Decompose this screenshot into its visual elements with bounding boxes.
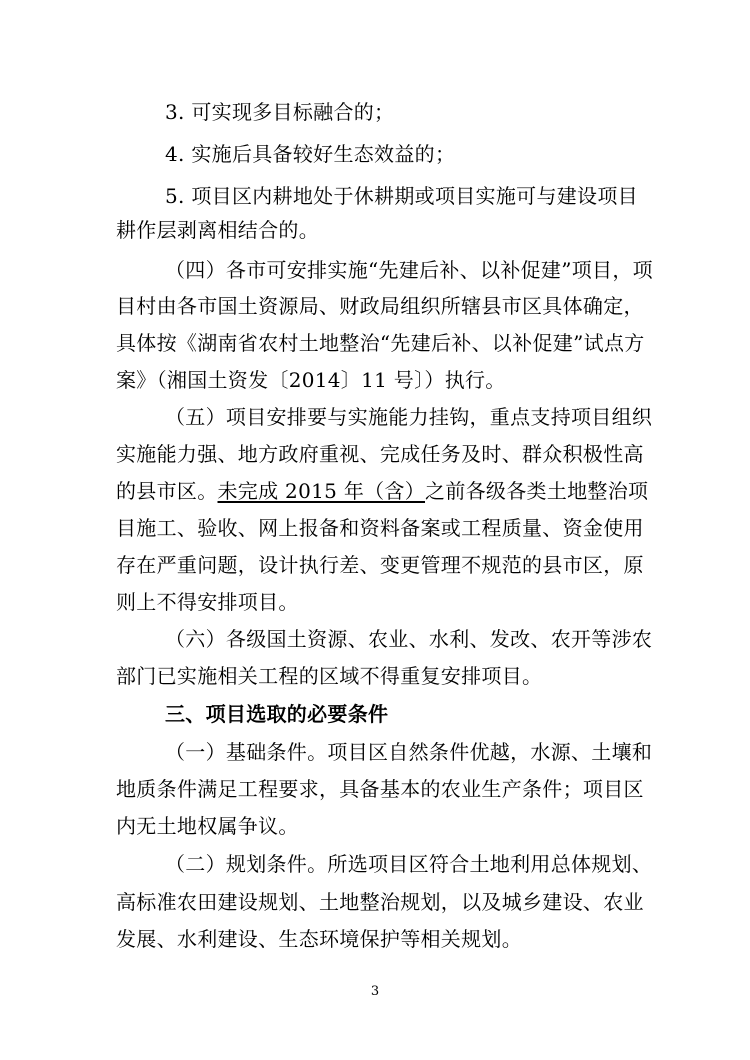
page-number: 3 — [370, 984, 380, 999]
paragraph-4-line-2: 目村由各市国土资源局、财政局组织所辖县市区具体确定， — [116, 294, 644, 318]
paragraph-5-line-6: 则上不得安排项目。 — [116, 590, 299, 614]
condition-1-line-2: 地质条件满足工程要求，具备基本的农业生产条件；项目区 — [116, 777, 644, 801]
list-item-5-continued: 耕作层剥离相结合的。 — [116, 218, 319, 242]
paragraph-6-line-1: （六）各级国土资源、农业、水利、发改、农开等涉农 — [165, 627, 653, 651]
paragraph-5-line-3 — [116, 479, 648, 503]
paragraph-5-line-1: （五）项目安排要与实施能力挂钩，重点支持项目组织 — [165, 405, 653, 429]
paragraph-5-line-5: 存在严重问题，设计执行差、变更管理不规范的县市区，原 — [116, 553, 644, 577]
paragraph-4-line-4: 案》（湘国土资发〔2014〕11 号〕）执行。 — [116, 368, 506, 392]
list-item-3: 3. 可实现多目标融合的； — [165, 100, 395, 124]
paragraph-4-line-3: 具体按《湖南省农村土地整治“先建后补、以补促建”试点方 — [116, 331, 645, 355]
paragraph-5-line-4: 目施工、验收、网上报备和资料备案或工程质量、资金使用 — [116, 516, 644, 540]
condition-1-line-3: 内无土地权属争议。 — [116, 814, 299, 838]
underlined-text: 未完成 2015 年（含） — [217, 479, 426, 503]
condition-2-line-3: 发展、水利建设、生态环境保护等相关规划。 — [116, 927, 522, 951]
section-heading: 三、项目选取的必要条件 — [165, 702, 389, 726]
paragraph-5-line-3-start: 的县市区。 — [116, 479, 218, 503]
paragraph-6-line-2: 部门已实施相关工程的区域不得重复安排项目。 — [116, 664, 543, 688]
list-item-4: 4. 实施后具备较好生态效益的； — [165, 142, 456, 166]
paragraph-4-line-1: （四）各市可安排实施“先建后补、以补促建”项目，项 — [165, 258, 653, 282]
condition-1-line-1: （一）基础条件。项目区自然条件优越，水源、土壤和 — [165, 740, 653, 764]
list-item-5: 5. 项目区内耕地处于休耕期或项目实施可与建设项目 — [165, 184, 638, 208]
paragraph-5-line-2: 实施能力强、地方政府重视、完成任务及时、群众积极性高 — [116, 442, 644, 466]
condition-2-line-1: （二）规划条件。所选项目区符合土地利用总体规划、 — [165, 852, 653, 876]
condition-2-line-2: 高标准农田建设规划、土地整治规划，以及城乡建设、农业 — [116, 890, 644, 914]
paragraph-5-line-3-end: 之前各级各类土地整治项 — [425, 479, 649, 503]
